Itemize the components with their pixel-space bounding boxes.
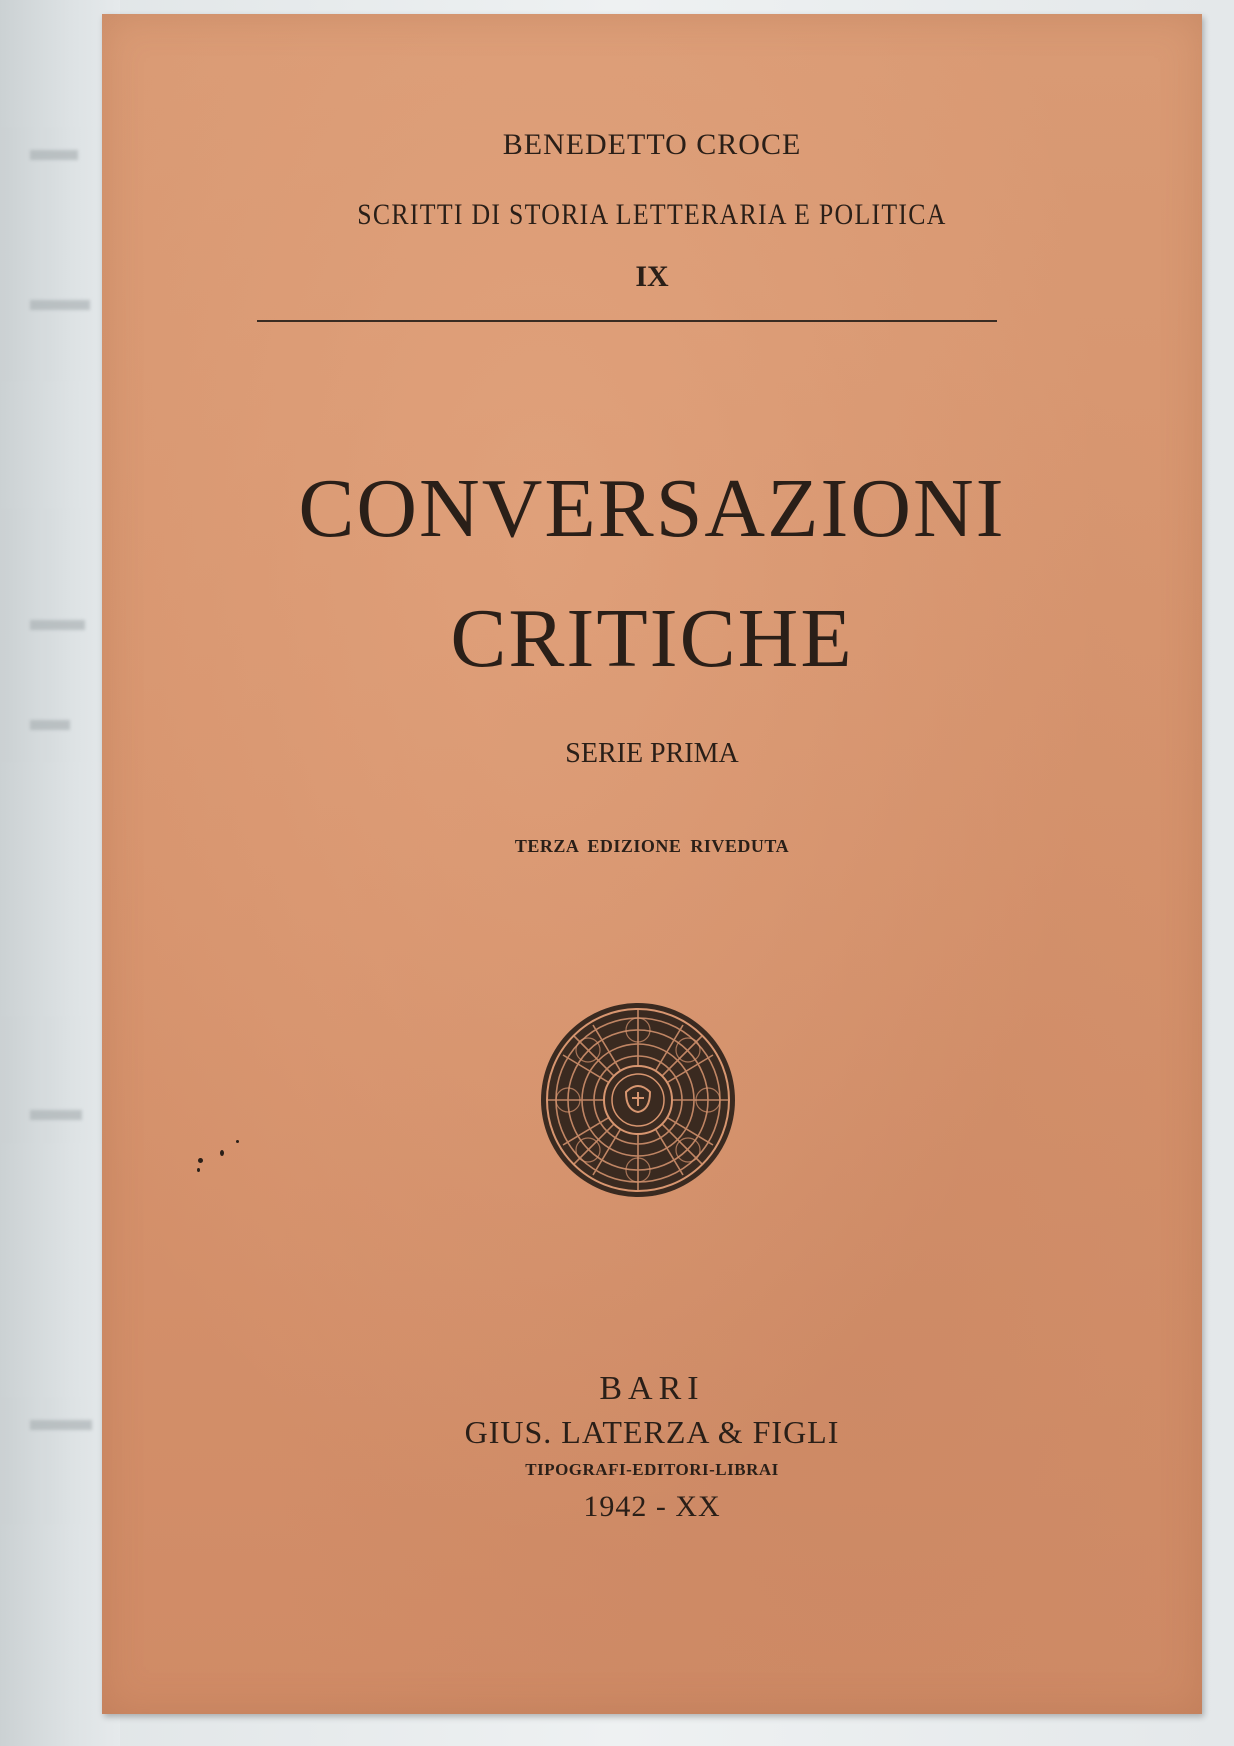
publisher-description: TIPOGRAFI-EDITORI-LIBRAI xyxy=(525,1460,779,1479)
series-title: SCRITTI DI STORIA LETTERARIA E POLITICA xyxy=(357,198,947,231)
ink-speck xyxy=(220,1150,224,1156)
spine-mark xyxy=(30,1420,92,1430)
spine-mark xyxy=(30,1110,82,1120)
ink-speck xyxy=(198,1158,203,1163)
series-subtitle: SERIE PRIMA xyxy=(565,738,739,769)
spine-mark xyxy=(30,150,78,160)
spine-mark xyxy=(30,720,70,730)
volume-number: IX xyxy=(635,260,669,293)
edition-note: TERZA EDIZIONE RIVEDUTA xyxy=(514,836,790,856)
book-title-line-1: CONVERSAZIONI xyxy=(298,462,1006,555)
publisher-name: GIUS. LATERZA & FIGLI xyxy=(464,1414,840,1450)
spine-mark xyxy=(30,300,90,310)
divider-rule xyxy=(257,320,997,322)
ink-speck xyxy=(236,1140,239,1143)
publication-year: 1942 - XX xyxy=(583,1490,721,1523)
ink-speck xyxy=(197,1168,200,1172)
book-title-line-2: CRITICHE xyxy=(450,592,854,685)
publication-place: BARI xyxy=(599,1370,705,1407)
publisher-emblem-icon xyxy=(538,1000,738,1200)
spine-mark xyxy=(30,620,85,630)
author-name: BENEDETTO CROCE xyxy=(502,128,802,161)
